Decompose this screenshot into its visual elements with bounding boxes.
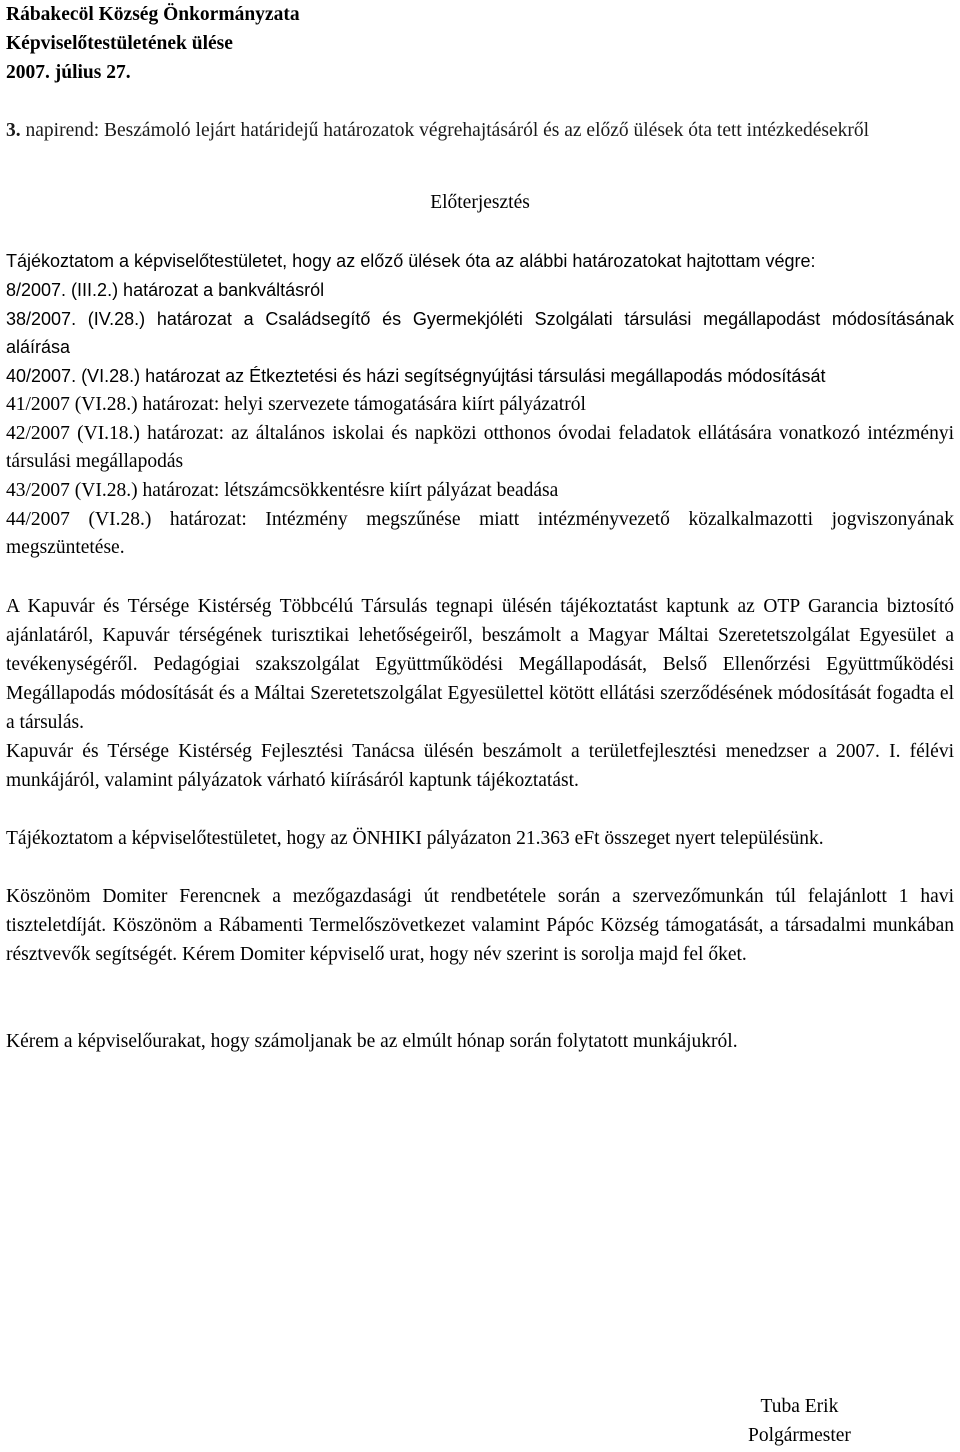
resolution-item: 41/2007 (VI.28.) határozat: helyi szervezete támogatására kiírt pályázatról [6, 393, 586, 415]
resolution-item: 8/2007. (III.2.) határozat a bankváltásról [6, 280, 325, 300]
agenda-text: napirend: Beszámoló lejárt határidejű határozatok végrehajtásáról és az előző ülések óta tett intézkedésekről [25, 120, 870, 141]
document-header [6, 0, 954, 87]
resolution-item: 40/2007. (VI.28.) határozat az Étkeztetési és házi segítségnyújtási társulási megállapodás módosítását [6, 366, 826, 387]
paragraph-onhiki-grant: Tájékoztatom a képviselőtestületet, hogy az ÖNHIKI pályázaton 21.363 eFt összeget nyert településünk. [6, 828, 824, 850]
resolution-item: 44/2007 (VI.28.) határozat: Intézmény megszűnése miatt intézményvezető közalkalmazotti jogviszonyának megszüntetése. [6, 508, 954, 559]
resolution-item: 43/2007 (VI.28.) határozat: létszámcsökkentésre kiírt pályázat beadása [6, 479, 559, 501]
signature-block [748, 1392, 851, 1450]
intro-text: Tájékoztatom a képviselőtestületet, hogy az előző ülések óta az alábbi határozatokat hajtottam végre: [6, 251, 816, 271]
header-council-meeting: Képviselőtestületének ülése [6, 33, 233, 54]
paragraph-development-council: Kapuvár és Térsége Kistérség Fejlesztési Tanácsa ülésén beszámolt a területfejlesztési menedzser a 2007. I. félévi munkájáról, valamint pályázatok várható kiírásáról kaptunk tájékoztatást. [6, 741, 954, 792]
resolution-item: 42/2007 (VI.18.) határozat: az általános iskolai és napközi otthonos óvodai feladatok ellátására vonatkozó intézményi társulási megállapodás [6, 422, 954, 473]
header-date: 2007. július 27. [6, 62, 131, 83]
document-page [6, 0, 954, 1056]
paragraph-thanks: Köszönöm Domiter Ferencnek a mezőgazdasági út rendbetétele során a szervezőmunkán túl felajánlott 1 havi tiszteletdíját. Köszönöm a Rábamenti Termelőszövetkezet valamint Pápóc Község támogatását, a társadalmi munkában résztvevők segítségét. Kérem Domiter képviselő urat, hogy név szerint is sorolja majd fel őket. [6, 886, 954, 966]
paragraph-request-reports: Kérem a képviselőurakat, hogy számoljanak be az elmúlt hónap során folytatott munkájukról. [6, 1031, 738, 1053]
header-municipality: Rábakecöl Község Önkormányzata [6, 4, 300, 25]
resolution-list [6, 276, 954, 563]
resolution-item: 38/2007. (IV.28.) határozat a Családsegítő és Gyermekjóléti Szolgálati társulási megállapodást módosításának aláírása [6, 308, 954, 358]
agenda-number: 3. [6, 120, 21, 141]
agenda-item [6, 116, 954, 145]
signature-name: Tuba Erik [760, 1396, 839, 1417]
document-title: Előterjesztés [430, 192, 530, 213]
paragraph-association-meeting: A Kapuvár és Térsége Kistérség Többcélú Társulás tegnapi ülésén tájékoztatást kaptunk az OTP Garancia biztosító ajánlatáról, Kapuvár térségének turisztikai lehetőségeiről, beszámolt a Magyar Máltai Szeretetszolgálat Egyesület a tevékenységéről. Pedagógiai szakszolgálat Együttműködési Megállapodását, Belső Ellenőrzési Együttműködési Megállapodás módosítását és a Máltai Szeretetszolgálat Egyesülettel kötött ellátási szerződésének módosítását fogadta el a társulás. [6, 596, 954, 734]
signature-role: Polgármester [748, 1425, 851, 1446]
